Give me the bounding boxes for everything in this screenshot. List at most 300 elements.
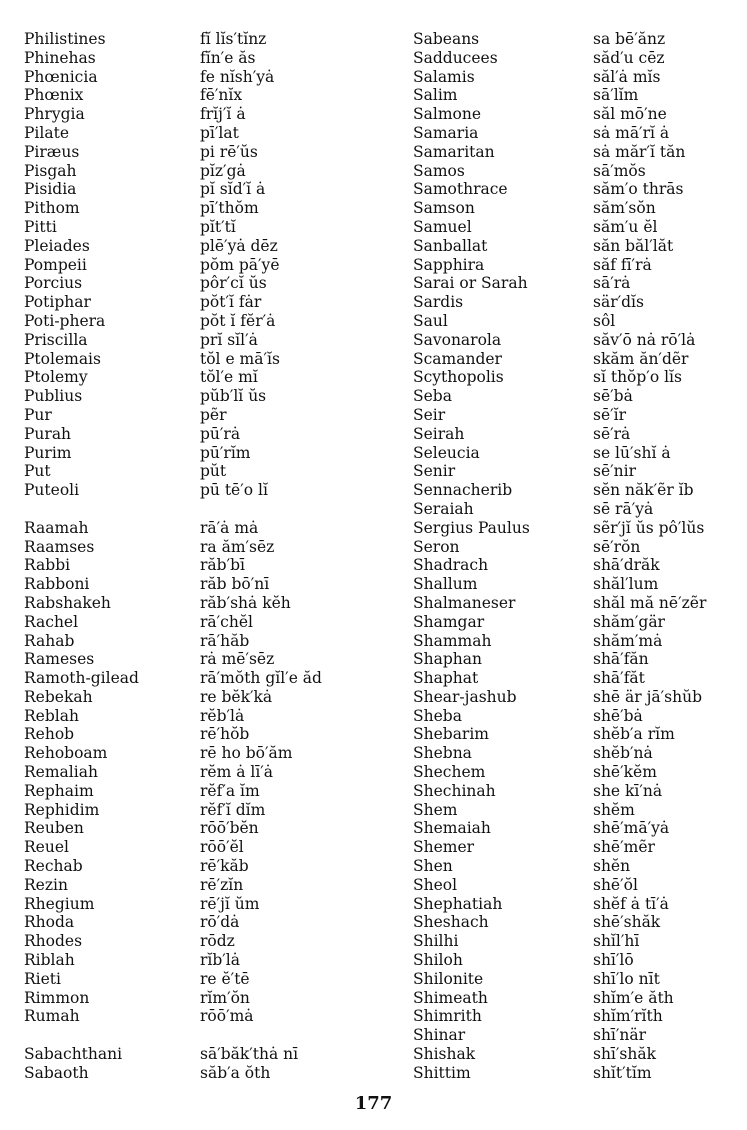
- entry-word: Shebna: [413, 744, 472, 763]
- entry-pronunciation: sā′rȧ: [593, 274, 631, 293]
- entry-pronunciation: rō′dȧ: [200, 913, 240, 932]
- glossary-entry: [24, 68, 379, 87]
- entry-word: Rhodes: [24, 932, 83, 951]
- glossary-entry: [24, 1007, 379, 1026]
- entry-pronunciation: săb′a ŏth: [200, 1063, 271, 1082]
- entry-pronunciation: shĭm′rĭth: [593, 1007, 663, 1026]
- entry-pronunciation: shē′ŏl: [593, 875, 638, 894]
- entry-word: Phœnicia: [24, 67, 98, 86]
- entry-word: Seraiah: [413, 499, 474, 518]
- glossary-entry: [413, 180, 743, 199]
- entry-pronunciation: shī′när: [593, 1026, 647, 1045]
- entry-pronunciation: răb bō′nī: [200, 575, 270, 594]
- entry-word: Shiloh: [413, 951, 463, 970]
- entry-pronunciation: rĕb′lȧ: [200, 706, 245, 725]
- entry-pronunciation: rōdz: [200, 932, 235, 951]
- entry-word: Shebarim: [413, 725, 490, 744]
- entry-pronunciation: shē′bȧ: [593, 706, 643, 725]
- glossary-entry: [413, 594, 743, 613]
- entry-pronunciation: săm′sŏn: [593, 199, 656, 218]
- entry-word: Samothrace: [413, 180, 508, 199]
- glossary-entry: [24, 876, 379, 895]
- entry-word: Shephatiah: [413, 894, 503, 913]
- entry-pronunciation: sā′băk′thȧ nī: [200, 1045, 299, 1064]
- entry-pronunciation: săl mō′ne: [593, 105, 667, 124]
- entry-pronunciation: pĭz′gȧ: [200, 161, 246, 180]
- entry-pronunciation: săf fī′rȧ: [593, 255, 652, 274]
- glossary-entry: [24, 932, 379, 951]
- entry-word: Salamis: [413, 67, 475, 86]
- entry-pronunciation: shā′drăk: [593, 556, 660, 575]
- entry-pronunciation: rĕf′a ĭm: [200, 781, 260, 800]
- entry-word: Phœnix: [24, 86, 84, 105]
- entry-pronunciation: pŏm pā′yē: [200, 255, 280, 274]
- entry-word: Shem: [413, 800, 458, 819]
- entry-pronunciation: shē′kĕm: [593, 763, 657, 782]
- entry-word: Potiphar: [24, 293, 91, 312]
- glossary-entry: [24, 556, 379, 575]
- glossary-entry: [24, 312, 379, 331]
- entry-pronunciation: pŭt: [200, 462, 227, 481]
- entry-word: Pompeii: [24, 255, 87, 274]
- entry-pronunciation: rē′kăb: [200, 857, 249, 876]
- glossary-entry: [413, 989, 743, 1008]
- entry-pronunciation: rĕf′ĭ dĭm: [200, 800, 266, 819]
- entry-word: Shilhi: [413, 932, 459, 951]
- entry-word: Shen: [413, 857, 453, 876]
- entry-pronunciation: rĭm′ŏn: [200, 988, 250, 1007]
- entry-pronunciation: sĕn năk′ẽr ĭb: [593, 481, 694, 500]
- entry-pronunciation: shī′lo nīt: [593, 969, 660, 988]
- glossary-entry: [24, 951, 379, 970]
- glossary-entry: [413, 199, 743, 218]
- glossary-entry: [413, 350, 743, 369]
- entry-word: Shechem: [413, 763, 486, 782]
- entry-pronunciation: re ĕ′tē: [200, 969, 250, 988]
- glossary-entry: [24, 519, 379, 538]
- entry-pronunciation: săl′ȧ mĭs: [593, 67, 661, 86]
- entry-pronunciation: rē′hŏb: [200, 725, 250, 744]
- entry-word: Rephaim: [24, 781, 94, 800]
- entry-pronunciation: rā′ȧ mȧ: [200, 518, 259, 537]
- entry-word: Sennacherib: [413, 481, 513, 500]
- glossary-entry: [413, 68, 743, 87]
- entry-pronunciation: tŏl′e mĭ: [200, 368, 258, 387]
- glossary-entry: [413, 556, 743, 575]
- entry-pronunciation: shĕn: [593, 857, 631, 876]
- entry-word: Puteoli: [24, 481, 80, 500]
- entry-pronunciation: pẽr: [200, 405, 227, 424]
- glossary-entry: [413, 819, 743, 838]
- glossary-entry: [413, 782, 743, 801]
- entry-word: Salim: [413, 86, 458, 105]
- entry-word: Sadducees: [413, 48, 498, 67]
- entry-word: Saul: [413, 311, 448, 330]
- group-spacer: [24, 1026, 379, 1045]
- entry-word: Phinehas: [24, 48, 96, 67]
- entry-word: Sapphira: [413, 255, 485, 274]
- entry-pronunciation: shĭl′hī: [593, 932, 640, 951]
- entry-word: Pithom: [24, 199, 80, 218]
- entry-word: Shemaiah: [413, 819, 491, 838]
- entry-pronunciation: plē′yȧ dēz: [200, 236, 278, 255]
- entry-pronunciation: sē′rŏn: [593, 537, 641, 556]
- entry-pronunciation: pĭt′tĭ: [200, 217, 236, 236]
- entry-group-r: [24, 519, 379, 1027]
- glossary-entry: [413, 632, 743, 651]
- entry-pronunciation: sē rā′yȧ: [593, 499, 654, 518]
- glossary-entry: [24, 143, 379, 162]
- entry-word: Ptolemais: [24, 349, 101, 368]
- entry-pronunciation: săm′u ĕl: [593, 217, 658, 236]
- entry-word: Reuben: [24, 819, 84, 838]
- glossary-entry: [24, 105, 379, 124]
- entry-word: Pleiades: [24, 236, 90, 255]
- glossary-entry: [24, 613, 379, 632]
- entry-pronunciation: rĭb′lȧ: [200, 951, 241, 970]
- glossary-entry: [413, 86, 743, 105]
- entry-pronunciation: pŏt′ĭ fȧr: [200, 293, 262, 312]
- glossary-entry: [24, 86, 379, 105]
- entry-pronunciation: sȧ mā′rĭ ȧ: [593, 123, 670, 142]
- entry-word: Piræus: [24, 142, 80, 161]
- entry-pronunciation: skăm ăn′dẽr: [593, 349, 689, 368]
- entry-word: Phrygia: [24, 105, 85, 124]
- glossary-entry: [24, 1045, 379, 1064]
- glossary-entry: [24, 49, 379, 68]
- glossary-entry: [413, 669, 743, 688]
- entry-pronunciation: pū′rĭm: [200, 443, 251, 462]
- entry-word: Rumah: [24, 1007, 80, 1026]
- entry-word: Shimeath: [413, 988, 488, 1007]
- glossary-entry: [413, 237, 743, 256]
- entry-word: Pisidia: [24, 180, 77, 199]
- glossary-entry: [24, 970, 379, 989]
- glossary-entry: [24, 331, 379, 350]
- glossary-entry: [24, 444, 379, 463]
- glossary-entry: [24, 650, 379, 669]
- glossary-entry: [24, 368, 379, 387]
- entry-word: Sheol: [413, 875, 458, 894]
- entry-pronunciation: pôr′cĭ ŭs: [200, 274, 267, 293]
- entry-pronunciation: tŏl e mā′ĭs: [200, 349, 280, 368]
- glossary-entry: [413, 1045, 743, 1064]
- entry-pronunciation: shĕf ȧ tī′ȧ: [593, 894, 669, 913]
- entry-word: Rehob: [24, 725, 75, 744]
- entry-word: Sergius Paulus: [413, 518, 530, 537]
- page-number: 177: [354, 1093, 393, 1114]
- entry-pronunciation: pū tē′o lĭ: [200, 481, 268, 500]
- entry-word: Shemer: [413, 838, 475, 857]
- glossary-entry: [413, 1026, 743, 1045]
- entry-word: Sabaoth: [24, 1063, 89, 1082]
- glossary-entry: [24, 594, 379, 613]
- entry-word: Pisgah: [24, 161, 77, 180]
- entry-pronunciation: săv′ō nȧ rō′lȧ: [593, 330, 696, 349]
- entry-word: Rephidim: [24, 800, 100, 819]
- entry-word: Rieti: [24, 969, 61, 988]
- glossary-entry: [24, 819, 379, 838]
- glossary-entry: [413, 256, 743, 275]
- glossary-entry: [413, 538, 743, 557]
- entry-pronunciation: sē′nir: [593, 462, 636, 481]
- entry-pronunciation: re bĕk′kȧ: [200, 687, 273, 706]
- glossary-entry: [24, 199, 379, 218]
- entry-word: Shadrach: [413, 556, 489, 575]
- entry-word: Pur: [24, 405, 52, 424]
- entry-word: Philistines: [24, 30, 106, 48]
- entry-pronunciation: rȧ mē′sēz: [200, 650, 275, 669]
- glossary-entry: [24, 462, 379, 481]
- glossary-entry: [413, 895, 743, 914]
- glossary-entry: [413, 951, 743, 970]
- glossary-entry: [24, 124, 379, 143]
- entry-pronunciation: shē är jā′shŭb: [593, 687, 703, 706]
- glossary-entry: [24, 707, 379, 726]
- entry-word: Shaphan: [413, 650, 482, 669]
- entry-word: Rachel: [24, 612, 79, 631]
- glossary-entry: [24, 575, 379, 594]
- entry-pronunciation: pū′rȧ: [200, 424, 241, 443]
- entry-word: Rahab: [24, 631, 75, 650]
- glossary-entry: [413, 481, 743, 500]
- entry-pronunciation: sē′rȧ: [593, 424, 631, 443]
- entry-word: Samaria: [413, 123, 479, 142]
- entry-word: Remaliah: [24, 763, 98, 782]
- entry-word: Rabshakeh: [24, 593, 111, 612]
- entry-word: Sabeans: [413, 30, 480, 48]
- entry-pronunciation: se lū′shĭ ȧ: [593, 443, 671, 462]
- entry-word: Pilate: [24, 123, 69, 142]
- entry-group-s: [24, 1045, 379, 1083]
- entry-pronunciation: shē′mā′yȧ: [593, 819, 670, 838]
- group-spacer: [24, 500, 379, 519]
- entry-pronunciation: răb′bī: [200, 556, 245, 575]
- entry-word: Samos: [413, 161, 465, 180]
- glossary-entry: [413, 613, 743, 632]
- entry-word: Rameses: [24, 650, 95, 669]
- glossary-entry: [24, 913, 379, 932]
- entry-word: Shamgar: [413, 612, 485, 631]
- entry-pronunciation: rōō′mȧ: [200, 1007, 254, 1026]
- entry-word: Ptolemy: [24, 368, 88, 387]
- glossary-entry: [24, 406, 379, 425]
- entry-pronunciation: pŏt ĭ fĕr′ȧ: [200, 311, 276, 330]
- entry-pronunciation: rā′mŏth gĭl′e ăd: [200, 669, 322, 688]
- entry-word: Shittim: [413, 1063, 471, 1082]
- entry-word: Purah: [24, 424, 72, 443]
- entry-word: Shaphat: [413, 669, 479, 688]
- entry-pronunciation: fe nĭsh′yȧ: [200, 67, 275, 86]
- glossary-entry: [413, 913, 743, 932]
- glossary-entry: [413, 575, 743, 594]
- glossary-entry: [413, 406, 743, 425]
- entry-word: Porcius: [24, 274, 83, 293]
- glossary-entry: [413, 444, 743, 463]
- glossary-entry: [24, 538, 379, 557]
- glossary-entry: [413, 763, 743, 782]
- entry-word: Seleucia: [413, 443, 480, 462]
- entry-pronunciation: shăm′gär: [593, 612, 665, 631]
- glossary-entry: [24, 1064, 379, 1083]
- glossary-entry: [24, 744, 379, 763]
- entry-word: Shalmaneser: [413, 593, 516, 612]
- glossary-entry: [413, 744, 743, 763]
- glossary-entry: [413, 30, 743, 49]
- glossary-entry: [24, 782, 379, 801]
- entry-pronunciation: shē′mẽr: [593, 838, 655, 857]
- glossary-entry: [413, 312, 743, 331]
- entry-pronunciation: rĕm ȧ lī′ȧ: [200, 763, 274, 782]
- entry-pronunciation: shī′lō: [593, 951, 634, 970]
- entry-word: Ramoth-gilead: [24, 669, 139, 688]
- entry-pronunciation: pĭ sĭd′ĭ ȧ: [200, 180, 266, 199]
- entry-word: Rhoda: [24, 913, 75, 932]
- entry-pronunciation: fĭn′e ăs: [200, 48, 256, 67]
- glossary-entry: [413, 425, 743, 444]
- glossary-entry: [413, 707, 743, 726]
- glossary-entry: [24, 30, 379, 49]
- entry-word: Rimmon: [24, 988, 90, 1007]
- entry-pronunciation: frĭj′ĭ ȧ: [200, 105, 246, 124]
- entry-word: Samson: [413, 199, 475, 218]
- glossary-entry: [413, 857, 743, 876]
- glossary-entry: [413, 49, 743, 68]
- entry-word: Riblah: [24, 951, 75, 970]
- entry-word: Sheshach: [413, 913, 489, 932]
- entry-pronunciation: sa bē′ănz: [593, 30, 666, 48]
- glossary-entry: [24, 350, 379, 369]
- entry-pronunciation: sē′bȧ: [593, 387, 633, 406]
- glossary-entry: [413, 331, 743, 350]
- glossary-entry: [24, 857, 379, 876]
- entry-word: Rabbi: [24, 556, 71, 575]
- entry-word: Sanballat: [413, 236, 488, 255]
- glossary-entry: [24, 895, 379, 914]
- entry-pronunciation: pī′thŏm: [200, 199, 259, 218]
- glossary-entry: [24, 632, 379, 651]
- glossary-entry: [413, 462, 743, 481]
- entry-pronunciation: sā′mŏs: [593, 161, 646, 180]
- entry-pronunciation: pī′lat: [200, 123, 239, 142]
- entry-pronunciation: sẽr′jĭ ŭs pô′lŭs: [593, 518, 705, 537]
- entry-pronunciation: shā′făn: [593, 650, 649, 669]
- entry-pronunciation: pi rē′ŭs: [200, 142, 258, 161]
- entry-word: Shechinah: [413, 781, 496, 800]
- entry-word: Sabachthani: [24, 1045, 123, 1064]
- entry-word: Raamah: [24, 518, 89, 537]
- glossary-entry: [413, 387, 743, 406]
- entry-word: Rhegium: [24, 894, 95, 913]
- entry-word: Seba: [413, 387, 452, 406]
- entry-pronunciation: shĕm: [593, 800, 635, 819]
- glossary-entry: [24, 989, 379, 1008]
- glossary-entry: [413, 970, 743, 989]
- glossary-entry: [413, 500, 743, 519]
- entry-pronunciation: shăl′lum: [593, 575, 659, 594]
- entry-word: Seirah: [413, 424, 465, 443]
- entry-word: Senir: [413, 462, 456, 481]
- glossary-entry: [413, 688, 743, 707]
- glossary-entry: [24, 838, 379, 857]
- glossary-entry: [413, 932, 743, 951]
- entry-word: Publius: [24, 387, 83, 406]
- glossary-entry: [413, 162, 743, 181]
- glossary-entry: [413, 650, 743, 669]
- entry-pronunciation: fĭ lĭs′tĭnz: [200, 30, 267, 48]
- entry-pronunciation: sär′dĭs: [593, 293, 644, 312]
- glossary-entry: [24, 293, 379, 312]
- entry-word: Salmone: [413, 105, 482, 124]
- glossary-entry: [413, 274, 743, 293]
- entry-word: Shinar: [413, 1026, 466, 1045]
- entry-word: Seron: [413, 537, 460, 556]
- entry-word: Shilonite: [413, 969, 484, 988]
- entry-pronunciation: rā′chĕl: [200, 612, 253, 631]
- right-column: [413, 30, 743, 1083]
- glossary-entry: [24, 237, 379, 256]
- entry-word: Shallum: [413, 575, 478, 594]
- glossary-entry: [413, 218, 743, 237]
- entry-word: Rehoboam: [24, 744, 108, 763]
- glossary-entry: [413, 1064, 743, 1083]
- glossary-entry: [24, 425, 379, 444]
- glossary-entry: [24, 725, 379, 744]
- entry-pronunciation: sē′ĭr: [593, 405, 627, 424]
- glossary-entry: [24, 481, 379, 500]
- entry-pronunciation: shĭt′tĭm: [593, 1063, 652, 1082]
- entry-pronunciation: shĭm′e ăth: [593, 988, 674, 1007]
- entry-word: Shear-jashub: [413, 687, 517, 706]
- entry-pronunciation: sā′lĭm: [593, 86, 639, 105]
- glossary-entry: [24, 763, 379, 782]
- entry-word: Rebekah: [24, 687, 93, 706]
- entry-pronunciation: shăl mă nē′zẽr: [593, 593, 707, 612]
- glossary-entry: [413, 725, 743, 744]
- entry-word: Sardis: [413, 293, 464, 312]
- glossary-entry: [24, 387, 379, 406]
- glossary-entry: [413, 519, 743, 538]
- entry-word: Samaritan: [413, 142, 495, 161]
- entry-group-s-continued: [413, 30, 743, 1083]
- entry-pronunciation: prĭ sĭl′ȧ: [200, 330, 258, 349]
- entry-pronunciation: rē′jĭ ŭm: [200, 894, 260, 913]
- glossary-entry: [24, 274, 379, 293]
- entry-word: Shishak: [413, 1045, 476, 1064]
- entry-pronunciation: sĭ thŏp′o lĭs: [593, 368, 682, 387]
- glossary-entry: [24, 180, 379, 199]
- entry-word: Poti-phera: [24, 311, 106, 330]
- glossary-entry: [24, 162, 379, 181]
- entry-pronunciation: săm′o thrās: [593, 180, 684, 199]
- entry-pronunciation: rē ho bō′ăm: [200, 744, 293, 763]
- entry-word: Sarai or Sarah: [413, 274, 528, 293]
- glossary-entry: [413, 368, 743, 387]
- glossary-entry: [24, 801, 379, 820]
- entry-pronunciation: rā′hăb: [200, 631, 250, 650]
- glossary-entry: [413, 124, 743, 143]
- glossary-entry: [24, 218, 379, 237]
- entry-word: Rezin: [24, 875, 68, 894]
- entry-pronunciation: răb′shȧ kĕh: [200, 593, 291, 612]
- entry-pronunciation: shē′shăk: [593, 913, 661, 932]
- glossary-entry: [413, 143, 743, 162]
- entry-word: Scamander: [413, 349, 502, 368]
- glossary-entry: [413, 801, 743, 820]
- entry-word: Put: [24, 462, 51, 481]
- entry-word: Reblah: [24, 706, 79, 725]
- entry-pronunciation: ra ăm′sēz: [200, 537, 275, 556]
